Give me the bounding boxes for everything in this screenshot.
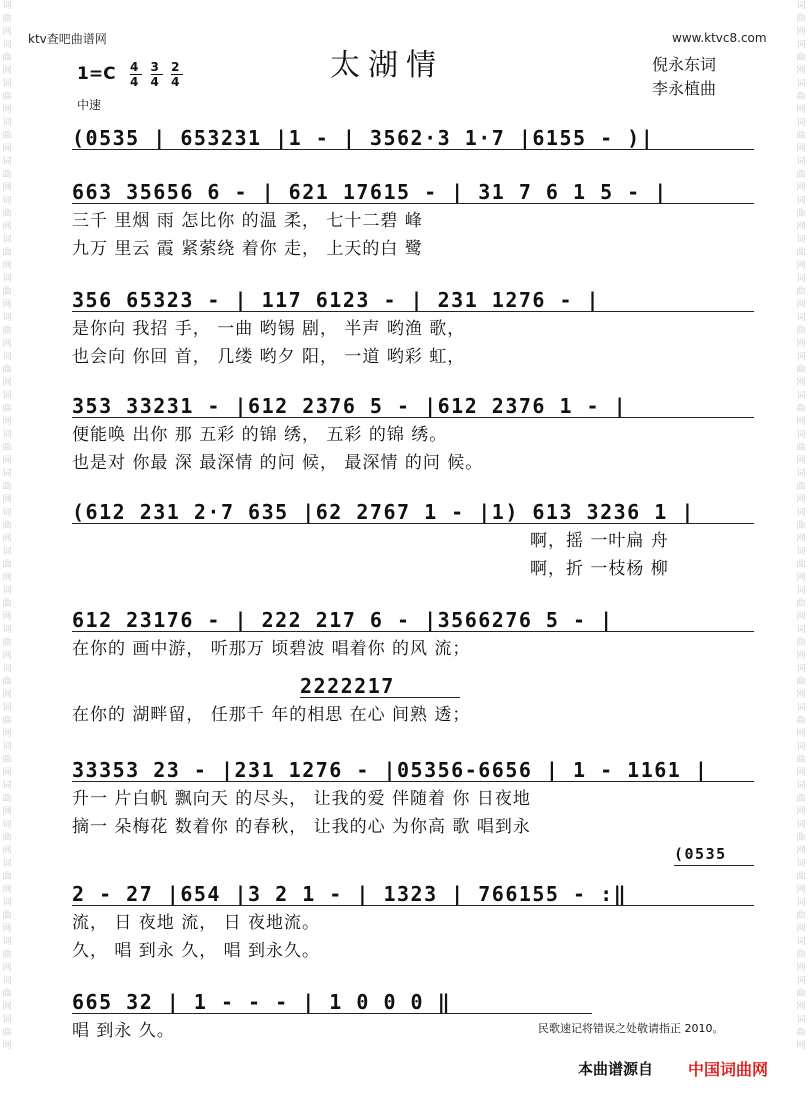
composer-credit: 李永植曲: [652, 79, 717, 98]
site-name-left[interactable]: ktv查吧曲谱网: [28, 32, 107, 46]
meter-1: $\frac{4}{4}$: [130, 60, 143, 89]
correction-note: 民歌速记将错误之处敬请指正 2010。: [538, 1022, 724, 1035]
lyric-row-7-verse-2: 摘一 朵梅花 数着你 的春秋， 让我的心 为你高 歌 唱到永: [72, 817, 531, 837]
lyric-row-ending: 唱 到永 久。: [72, 1021, 175, 1041]
notation-row-1: 663 35656 6 - | 621 17615 - | 31 7 6 1 5 - |: [72, 180, 754, 204]
lyric-row-5-verse-2: 在你的 湖畔留， 任那千 年的相思 在心 间熟 透；: [72, 705, 471, 725]
notation-row-3: 353 33231 - |612 2376 5 - |612 2376 1 - |: [72, 394, 754, 418]
notation-row-ending: 665 32 | 1 - - - | 1 0 0 0 ‖: [72, 990, 592, 1014]
key-signature: 1=C: [77, 64, 116, 84]
notation-row-2: 356 65323 - | 117 6123 - | 231 1276 - |: [72, 288, 754, 312]
notation-row-interlude: (612 231 2·7 635 |62 2767 1 - |1) 613 3236 1 |: [72, 500, 754, 524]
notation-row-5: 612 23176 - | 222 217 6 - |3566276 5 - |: [72, 608, 754, 632]
lyric-row-2-verse-2: 也会向 你回 首， 几缕 哟夕 阳， 一道 哟彩 虹，: [72, 347, 466, 367]
site-url-right[interactable]: www.ktvc8.com: [672, 31, 767, 45]
lyric-row-2-verse-1: 是你向 我招 手， 一曲 哟锡 剧， 半声 哟渔 歌，: [72, 319, 466, 339]
side-watermark-left: 词曲网词曲网词曲网词曲网词曲网词曲网词曲网词曲网词曲网词曲网词曲网词曲网词曲网词曲网词曲网词曲网词曲网词曲网词曲网词曲网词曲网词曲网词曲网词曲网词曲网词曲网词曲网: [2, 1, 12, 1051]
lyric-row-5-verse-1: 在你的 画中游， 听那万 顷碧波 唱着你 的风 流；: [72, 639, 471, 659]
lyric-row-4-verse-1: 啊，摇 一叶扁 舟: [530, 531, 669, 551]
lyric-row-4-verse-2: 啊，折 一枝杨 柳: [530, 559, 669, 579]
meter-2: $\frac{3}{4}$: [150, 60, 163, 89]
notation-alternate-verse-2: 2222217: [300, 674, 460, 698]
notation-row-intro: (0535 | 653231 |1 - | 3562·3 1·7 |6155 - )|: [72, 126, 754, 150]
lyric-row-7-verse-1: 升一 片白帆 飘向天 的尽头， 让我的爱 伴随着 你 日夜地: [72, 789, 531, 809]
side-watermark-right: 词曲网词曲网词曲网词曲网词曲网词曲网词曲网词曲网词曲网词曲网词曲网词曲网词曲网词曲网词曲网词曲网词曲网词曲网词曲网词曲网词曲网词曲网词曲网词曲网词曲网词曲网词曲网: [796, 1, 806, 1051]
song-title: 太湖情: [330, 48, 444, 83]
lyric-row-3-verse-2: 也是对 你最 深 最深情 的问 候， 最深情 的问 候。: [72, 453, 484, 473]
tempo-marking: 中速: [77, 98, 102, 112]
pickup-notes: (0535: [674, 842, 754, 866]
lyric-row-1-verse-2: 九万 里云 霞 紧萦绕 着你 走， 上天的白 鹭: [72, 239, 423, 259]
lyric-row-8-verse-2: 久， 唱 到永 久， 唱 到永久。: [72, 941, 321, 961]
meter-3: $\frac{2}{4}$: [171, 60, 184, 89]
lyric-row-8-verse-1: 流， 日 夜地 流， 日 夜地流。: [72, 913, 321, 933]
notation-row-8: 2 - 27 |654 |3 2 1 - | 1323 | 766155 - :‖: [72, 882, 754, 906]
lyric-row-1-verse-1: 三千 里烟 雨 怎比你 的温 柔， 七十二碧 峰: [72, 211, 423, 231]
brand-logo-text[interactable]: 中国词曲网: [688, 1060, 769, 1079]
time-signatures: [130, 60, 183, 89]
notation-row-7: 33353 23 - |231 1276 - |05356-6656 | 1 - 1161 |: [72, 758, 754, 782]
lyricist-credit: 倪永东词: [652, 55, 717, 74]
lyric-row-3-verse-1: 便能唤 出你 那 五彩 的锦 绣， 五彩 的锦 绣。: [72, 425, 448, 445]
source-label: 本曲谱源自: [578, 1060, 654, 1078]
